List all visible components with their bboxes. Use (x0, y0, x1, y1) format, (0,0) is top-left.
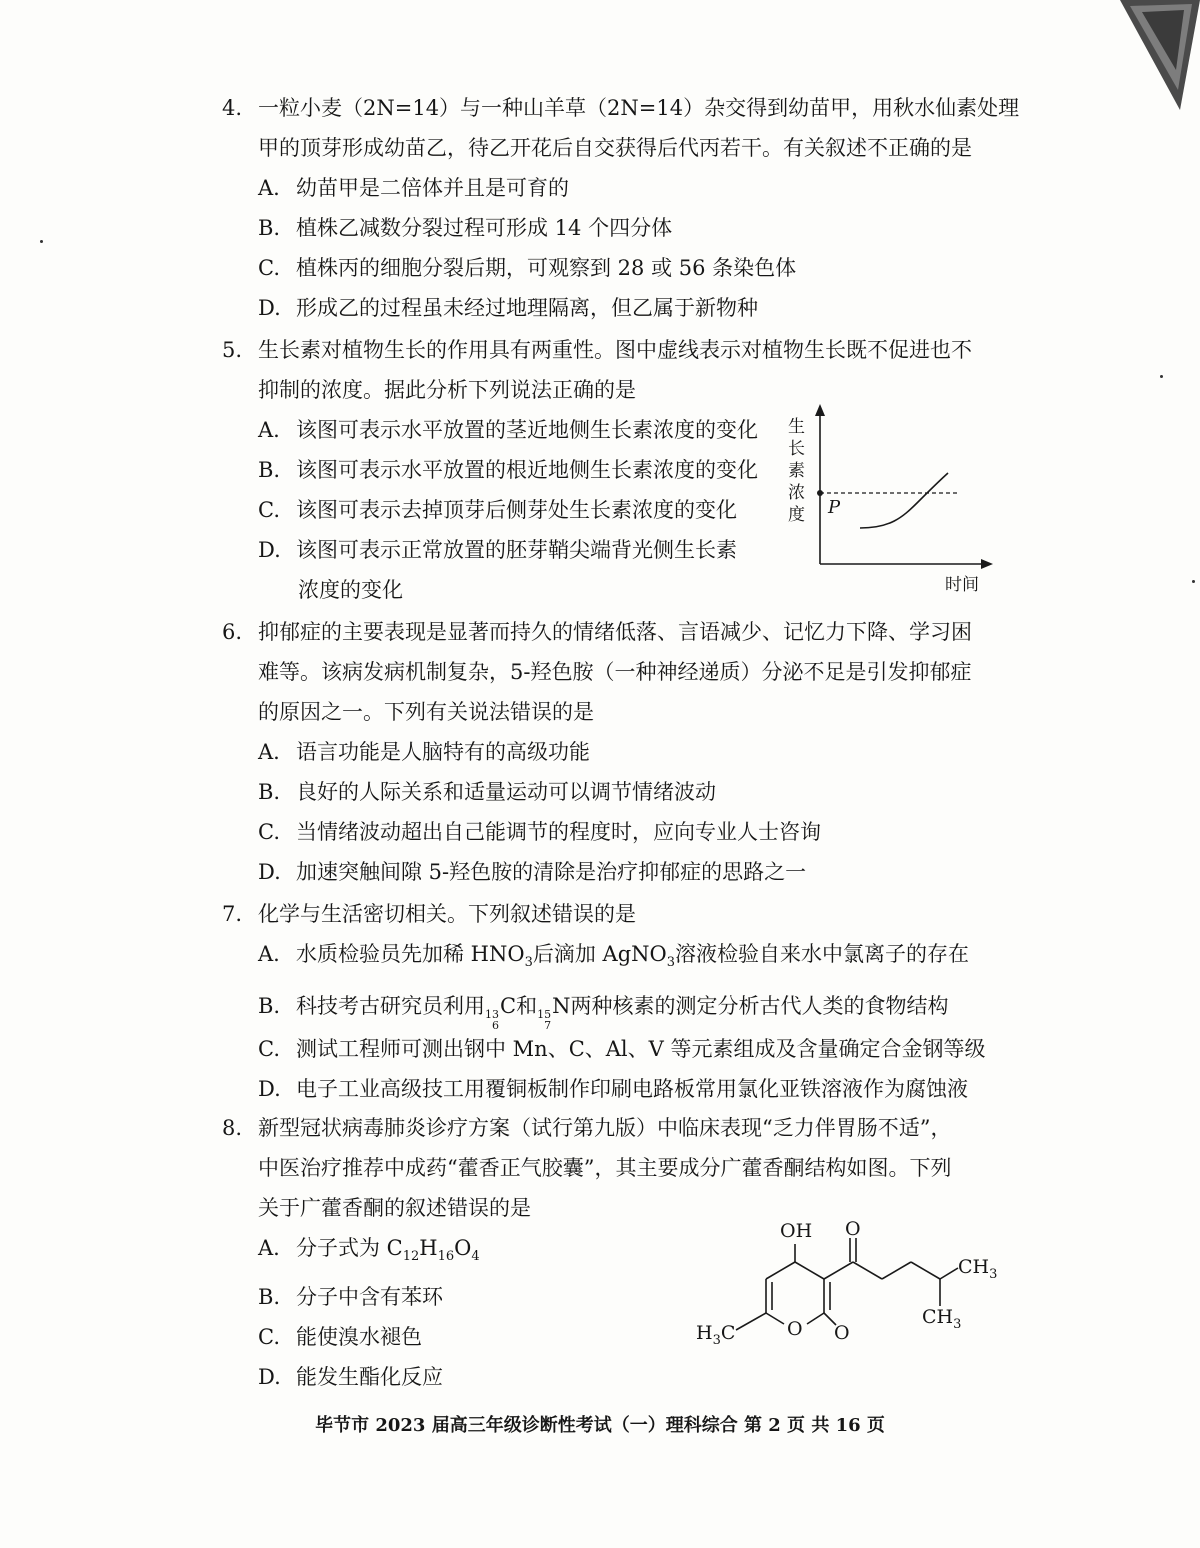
question-number: 6. (222, 620, 243, 644)
option-b: B. 植株乙减数分裂过程可形成 14 个四分体 (258, 216, 673, 240)
isotope-n15: 15 7 (537, 1007, 552, 1032)
option-d-continued: 浓度的变化 (298, 578, 403, 602)
auxin-concentration-graph (780, 400, 995, 595)
question-stem: 化学与生活密切相关。下列叙述错误的是 (258, 902, 636, 926)
lactone-o-label: O (834, 1322, 850, 1344)
option-a: A. 该图可表示水平放置的茎近地侧生长素浓度的变化 (258, 418, 758, 442)
question-number: 7. (222, 902, 243, 926)
question-stem: 关于广藿香酮的叙述错误的是 (258, 1196, 531, 1220)
h3c-label: $H_3C$ (696, 1322, 736, 1348)
option-b: B. 分子中含有苯环 (258, 1285, 443, 1310)
option-b: B. 科技考古研究员利用 13 6 C和 15 7 N两种核素的测定分析古代人类的食物结构 (258, 994, 949, 1032)
ring-o-label: O (787, 1318, 803, 1340)
x-axis-label: 时间 (945, 575, 979, 595)
page-footer: 毕节市 2023 届高三年级诊断性考试（一）理科综合 第 2 页 共 16 页 (315, 1415, 885, 1436)
ketone-o-label: O (845, 1218, 861, 1240)
option-a: A. 分子式为 $C_{12}H_{16}O_4$ (258, 1236, 480, 1265)
option-a: A. 幼苗甲是二倍体并且是可育的 (258, 176, 569, 200)
option-c: C. 能使溴水褪色 (258, 1325, 422, 1350)
question-stem: 一粒小麦（2N=14）与一种山羊草（2N=14）杂交得到幼苗甲，用秋水仙素处理 (258, 96, 1020, 120)
question-7 (222, 894, 1002, 1109)
question-number: 8. (222, 1116, 243, 1140)
graph-axes (780, 400, 995, 595)
option-a: A. 水质检验员先加稀 $HNO_3$后滴加 AgNO$_3$溶液检验自来水中氯离子的存在 (258, 942, 970, 971)
option-d: D. 该图可表示正常放置的胚芽鞘尖端背光侧生长素 (258, 538, 737, 562)
option-d: D. 形成乙的过程虽未经过地理隔离，但乙属于新物种 (258, 296, 758, 320)
option-c: C. 测试工程师可测出钢中 Mn、C、Al、V 等元素组成及含量确定合金钢等级 (258, 1037, 986, 1062)
option-d: D. 电子工业高级技工用覆铜板制作印刷电路板常用氯化亚铁溶液作为腐蚀液 (258, 1077, 968, 1102)
question-stem: 难等。该病发病机制复杂，5-羟色胺（一种神经递质）分泌不足是引发抑郁症 (258, 660, 972, 684)
question-stem: 抑郁症的主要表现是显著而持久的情绪低落、言语减少、记忆力下降、学习困 (258, 620, 972, 644)
question-number: 4. (222, 96, 243, 120)
pogostone-structure (690, 1218, 1010, 1358)
question-stem: 的原因之一。下列有关说法错误的是 (258, 700, 594, 724)
option-d: D. 加速突触间隙 5-羟色胺的清除是治疗抑郁症的思路之一 (258, 860, 807, 884)
ch3-top-label: $CH_3$ (958, 1256, 998, 1282)
question-stem: 抑制的浓度。据此分析下列说法正确的是 (258, 378, 636, 402)
scan-speck (1192, 580, 1195, 583)
question-stem: 甲的顶芽形成幼苗乙，待乙开花后自交获得后代丙若干。有关叙述不正确的是 (258, 136, 972, 160)
ch3-bottom-label: $CH_3$ (922, 1306, 962, 1332)
question-stem: 中医治疗推荐中成药“藿香正气胶囊”，其主要成分广藿香酮结构如图。下列 (258, 1156, 952, 1180)
option-d: D. 能发生酯化反应 (258, 1365, 443, 1390)
question-stem: 生长素对植物生长的作用具有两重性。图中虚线表示对植物生长既不促进也不 (258, 338, 972, 362)
scan-speck (40, 240, 43, 243)
oh-label: OH (780, 1220, 813, 1242)
y-axis-label: 生 长 素 浓 度 (788, 417, 805, 525)
option-b: B. 良好的人际关系和适量运动可以调节情绪波动 (258, 780, 716, 804)
option-b: B. 该图可表示水平放置的根近地侧生长素浓度的变化 (258, 458, 758, 482)
y-axis-arrow-icon (815, 404, 825, 416)
question-6 (222, 612, 1002, 892)
question-4 (222, 88, 1020, 328)
option-c: C. 植株丙的细胞分裂后期，可观察到 28 或 56 条染色体 (258, 256, 797, 280)
option-c: C. 当情绪波动超出自己能调节的程度时，应向专业人士咨询 (258, 820, 821, 844)
x-axis-arrow-icon (981, 559, 993, 569)
point-p-marker (817, 490, 823, 496)
option-a: A. 语言功能是人脑特有的高级功能 (258, 740, 590, 764)
isotope-c13: 13 6 (485, 1007, 499, 1032)
question-number: 5. (222, 338, 243, 362)
option-c: C. 该图可表示去掉顶芽后侧芽处生长素浓度的变化 (258, 498, 737, 522)
scan-speck (1160, 375, 1163, 378)
question-stem: 新型冠状病毒肺炎诊疗方案（试行第九版）中临床表现“乏力伴胃肠不适”， (258, 1116, 952, 1140)
concentration-curve (860, 473, 948, 528)
point-label-p: P (828, 497, 841, 518)
scan-corner-artifact (1120, 0, 1200, 110)
